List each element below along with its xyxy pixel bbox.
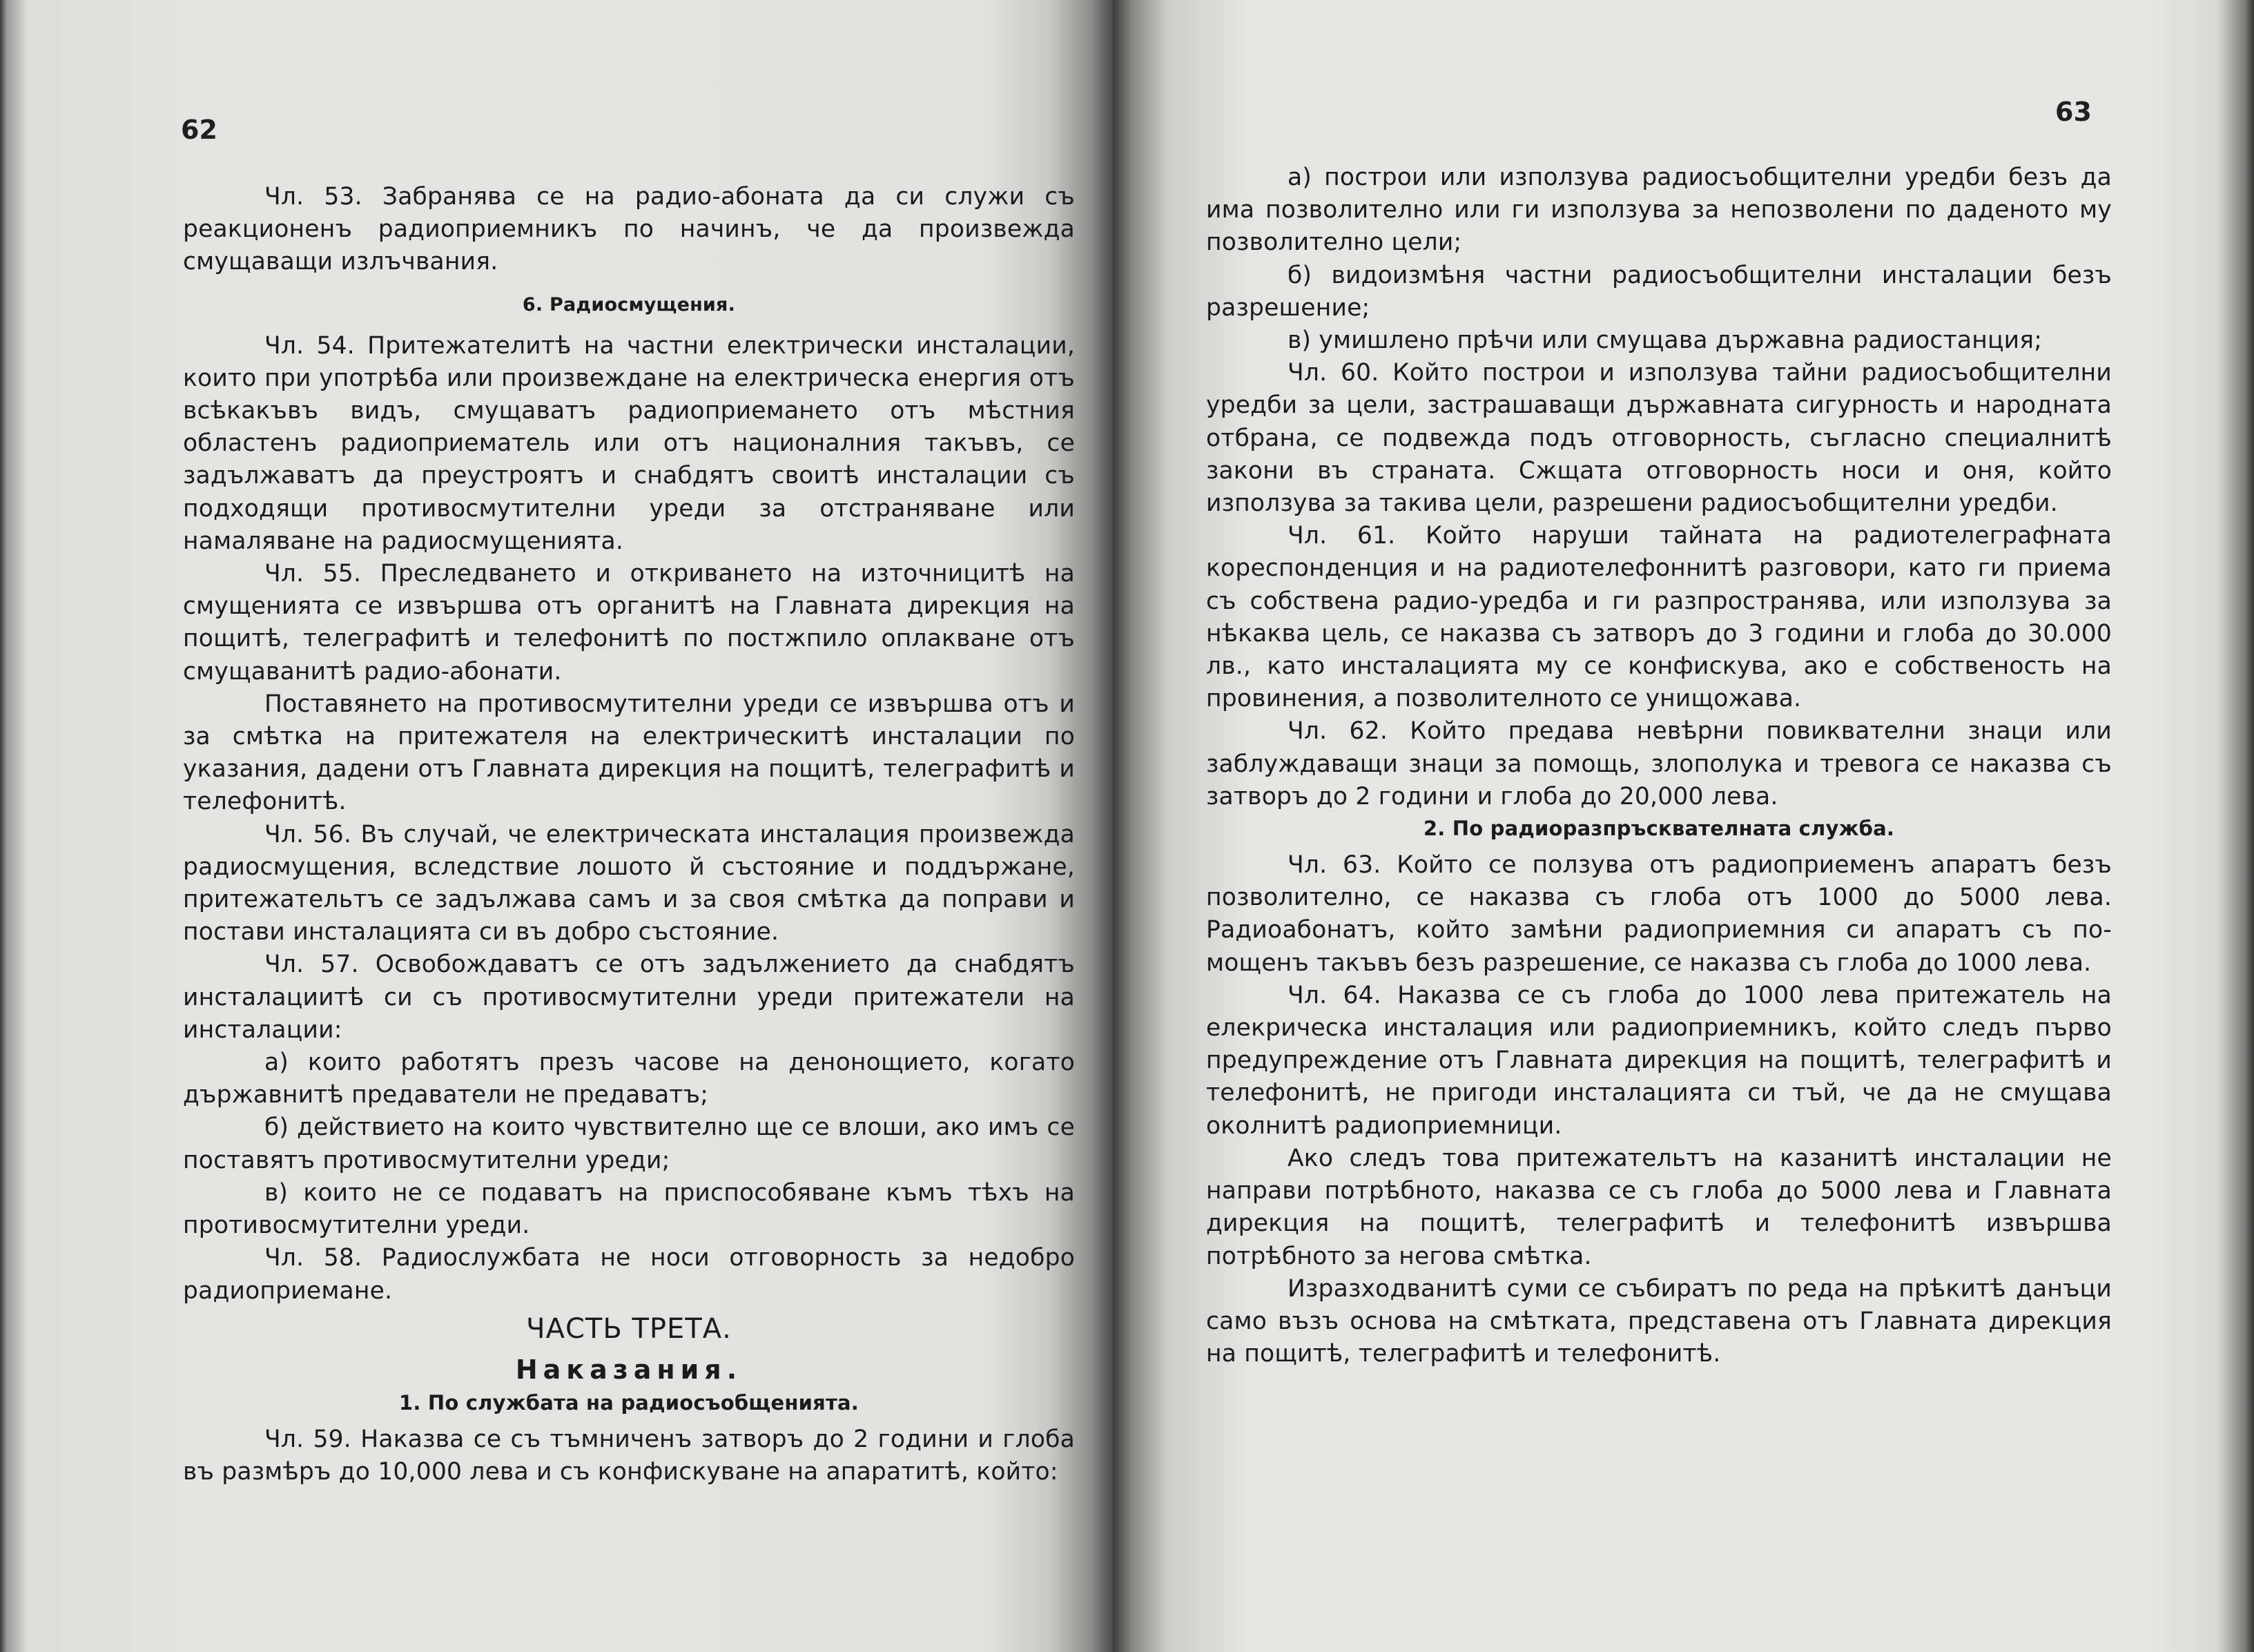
paragraph: Чл. 58. Радиослужбата не носи отговорность за недобро радиоприемане. (183, 1244, 1075, 1305)
paragraph: Чл. 62. Който предава невѣрни повиквателни знаци или заблуждаващи знаци за помощь, злополука и тревога се наказва съ затворъ до 2 години и глоба до 20,000 лева. (1206, 717, 2112, 810)
paragraph: в) умишлено прѣчи или смущава държавна радиостанция; (1288, 327, 2043, 355)
paragraph: Поставянето на противосмутителни уреди се извършва отъ и за смѣтка на притежателя на електрическитѣ инсталации по указания, дадени отъ Главната дирекция на пощитѣ, телеграфитѣ и телефонитѣ. (183, 690, 1075, 816)
left-page-text (183, 181, 1075, 1488)
subsection-heading: 2. По радиоразпръсквателната служба. (1423, 817, 1895, 841)
paragraph: Чл. 57. Освобождаватъ се отъ задължението да снабдятъ инсталациитѣ си съ противосмутителни уреди притежатели на инсталации: (183, 951, 1075, 1044)
page-number-left: 62 (181, 115, 217, 145)
left-page (0, 0, 1113, 1652)
paragraph: Чл. 63. Който се ползува отъ радиоприеменъ апаратъ безъ позволително, се наказва съ глоба отъ 1000 до 5000 лева. Радиоабонатъ, който замѣни радиоприемния си апаратъ съ по-мощенъ такъвъ безъ разрешение, се наказва съ глоба до 1000 лева. (1206, 851, 2112, 977)
paragraph: б) действието на които чувствително ще се влоши, ако имъ се поставятъ противосмутителни уреди; (183, 1114, 1075, 1174)
paragraph: Чл. 55. Преследването и откриването на източницитѣ на смущенията се извършва отъ органитѣ на Главната дирекция на пощитѣ, телеграфитѣ и телефонитѣ по постжпило оплакване отъ смущаванитѣ радио-абонати. (183, 560, 1075, 686)
part-subtitle: Наказания. (515, 1354, 743, 1385)
paragraph: Чл. 56. Въ случай, че електрическата инсталация произвежда радиосмущения, вследствие лошото й състояние и поддържане, притежательтъ се задължава самъ и за своя смѣтка да поправи и постави инсталацията си въ добро състояние. (183, 820, 1075, 946)
paragraph: Изразходванитѣ суми се събиратъ по реда на прѣкитѣ данъци само възъ основа на смѣтката, представена отъ Главната дирекция на пощитѣ, телеграфитѣ и телефонитѣ. (1206, 1274, 2112, 1368)
paragraph: Чл. 60. Който построи и използува тайни радиосъобщителни уредби за цели, застрашаващи държавната сигурность и народната отбрана, се подвежда подъ отговорность, съгласно специалнитѣ закони въ страната. Сжщата отговорность носи и оня, който използува за такива цели, разрешени радиосъобщителни уредби. (1206, 359, 2112, 518)
right-page (1113, 0, 2254, 1652)
paragraph: Чл. 54. Притежателитѣ на частни електрически инсталации, които при употрѣба или произвеждане на електрическа енергия отъ всѣкакъвъ видъ, смущаватъ радиоприемането отъ мѣстния областенъ радиоприематель или отъ националния такъвъ, се задължаватъ да преустроятъ и снабдятъ своитѣ инсталации съ подходящи противосмутителни уреди за отстраняване или намаляване на радиосмущенията. (183, 331, 1075, 555)
page-number-right: 63 (2055, 97, 2092, 127)
paragraph: в) които не се подаватъ на приспособяване къмъ тѣхъ на противосмутителни уреди. (183, 1178, 1075, 1240)
paragraph: Ако следъ това притежательтъ на казанитѣ инсталации не направи потрѣбното, наказва се съ глоба до 5000 лева и Главната дирекция на пощитѣ, телеграфитѣ и телефонитѣ извършва потрѣбното за негова смѣтка. (1206, 1144, 2112, 1270)
paragraph: Чл. 59. Наказва се съ тъмниченъ затворъ до 2 години и глоба въ размѣръ до 10,000 лева и съ конфискуване на апаратитѣ, който: (183, 1425, 1075, 1486)
part-title: ЧАСТЬ ТРЕТА. (526, 1312, 732, 1345)
paragraph: Чл. 64. Наказва се съ глоба до 1000 лева притежатель на елекрическа инсталация или радиоприемникъ, който следъ първо предупреждение отъ Главната дирекция на пощитѣ, телеграфитѣ и телефонитѣ, не пригоди инсталацията си тъй, че да не смущава околнитѣ радиоприемници. (1206, 981, 2112, 1140)
paragraph: Чл. 61. Който наруши тайната на радиотелеграфната кореспонденция и на радиотелефоннитѣ разговори, като ги приема съ собствена радио-уредба и ги разпространява, или използува за нѣкаква цель, се наказва съ затворъ до 3 години и глоба до 30.000 лв., като инсталацията му се конфискува, ако е собственость на провинения, а позволителното се унищожава. (1206, 522, 2112, 713)
right-page-text (1206, 162, 2112, 1370)
subsection-heading: 1. По службата на радиосъобщенията. (398, 1390, 859, 1415)
section-heading: 6. Радиосмущения. (522, 293, 736, 315)
paragraph: а) построи или използува радиосъобщителни уредби безъ да има позволително или ги използува за непозволени по даденото му позволително цели; (1206, 164, 2112, 257)
paragraph: б) видоизмѣня частни радиосъобщителни инсталации безъ разрешение; (1206, 261, 2112, 322)
paragraph: а) които работятъ презъ часове на денонощието, когато държавнитѣ предаватели не предаватъ; (183, 1049, 1075, 1109)
paragraph: Чл. 53. Забранява се на радио-абоната да си служи съ реакционенъ радиоприемникъ по начинъ, че да произвежда смущаващи излъчвания. (183, 183, 1075, 276)
